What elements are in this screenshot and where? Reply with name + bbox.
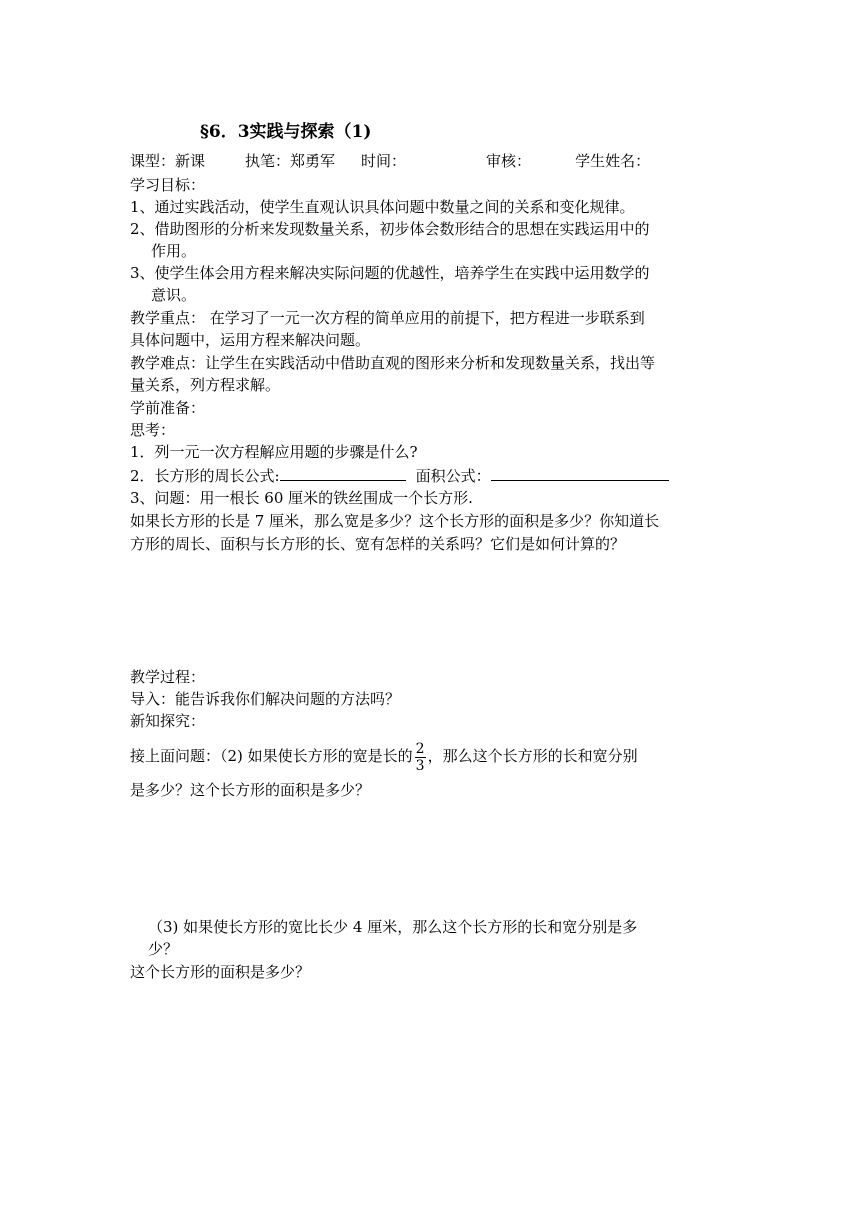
perimeter-formula-label: 2．长方形的周长公式: [130, 467, 280, 485]
fraction [415, 741, 426, 774]
prep-heading: 学前准备： [130, 399, 206, 417]
area-blank[interactable] [491, 465, 669, 481]
question-3-text: 如果长方形的长是 7 厘米，那么宽是多少？这个长方形的面积是多少？你知道长 [130, 512, 660, 530]
intro-line: 导入：能告诉我你们解决问题的方法吗？ [130, 690, 401, 708]
problem-2-text: ，那么这个长方形的长和宽分别 [427, 747, 638, 765]
perimeter-blank[interactable] [280, 465, 406, 481]
question-2 [130, 465, 669, 486]
objective-item-cont: 意识。 [151, 286, 197, 304]
student-name-label: 学生姓名： [575, 152, 651, 170]
key-points-line: 具体问题中，运用方程来解决问题。 [130, 331, 371, 349]
question-3: 3、问题：用一根长 60 厘米的铁丝围成一个长方形. [130, 489, 473, 507]
explore-heading: 新知探究： [130, 712, 206, 730]
fraction-denominator: 3 [415, 757, 425, 774]
objectives-heading: 学习目标： [130, 176, 206, 194]
header-info-row [130, 151, 650, 171]
objective-item: 1、通过实践活动，使学生直观认识具体问题中数量之间的关系和变化规律。 [130, 198, 635, 216]
fraction-numerator: 2 [415, 740, 425, 757]
problem-3-line: （3) 如果使长方形的宽比长少 4 厘米，那么这个长方形的长和宽分别是多 [148, 918, 638, 936]
problem-3-line: 少？ [148, 940, 179, 958]
process-heading: 教学过程： [130, 668, 206, 686]
key-points-line: 教学重点： 在学习了一元一次方程的简单应用的前提下，把方程进一步联系到 [130, 309, 645, 327]
document-title: §6．3实践与探索（1) [200, 122, 372, 142]
time-label: 时间： [361, 152, 407, 170]
problem-2-text: 接上面问题：（2) 如果使长方形的宽是长的 [130, 747, 413, 765]
question-1: 1．列一元一次方程解应用题的步骤是什么? [130, 443, 418, 461]
objective-item: 2、借助图形的分析来发现数量关系，初步体会数形结合的思想在实践运用中的 [130, 220, 650, 238]
author: 执笔：郑勇军 [245, 152, 336, 170]
question-3-text: 方形的周长、面积与长方形的长、宽有怎样的关系吗？它们是如何计算的？ [130, 535, 626, 553]
review-label: 审核： [486, 152, 532, 170]
objective-item-cont: 作用。 [151, 242, 197, 260]
area-formula-label: 面积公式： [415, 467, 491, 485]
think-heading: 思考： [130, 421, 176, 439]
objective-item: 3、使学生体会用方程来解决实际问题的优越性，培养学生在实践中运用数学的 [130, 264, 650, 282]
problem-3-line: 这个长方形的面积是多少？ [130, 963, 311, 981]
lesson-type: 课型：新课 [130, 152, 206, 170]
difficulties-line: 量关系，列方程求解。 [130, 376, 281, 394]
problem-2-line [130, 738, 638, 774]
problem-2-line: 是多少？这个长方形的面积是多少？ [130, 781, 371, 799]
difficulties-line: 教学难点：让学生在实践活动中借助直观的图形来分析和发现数量关系，找出等 [130, 354, 656, 372]
